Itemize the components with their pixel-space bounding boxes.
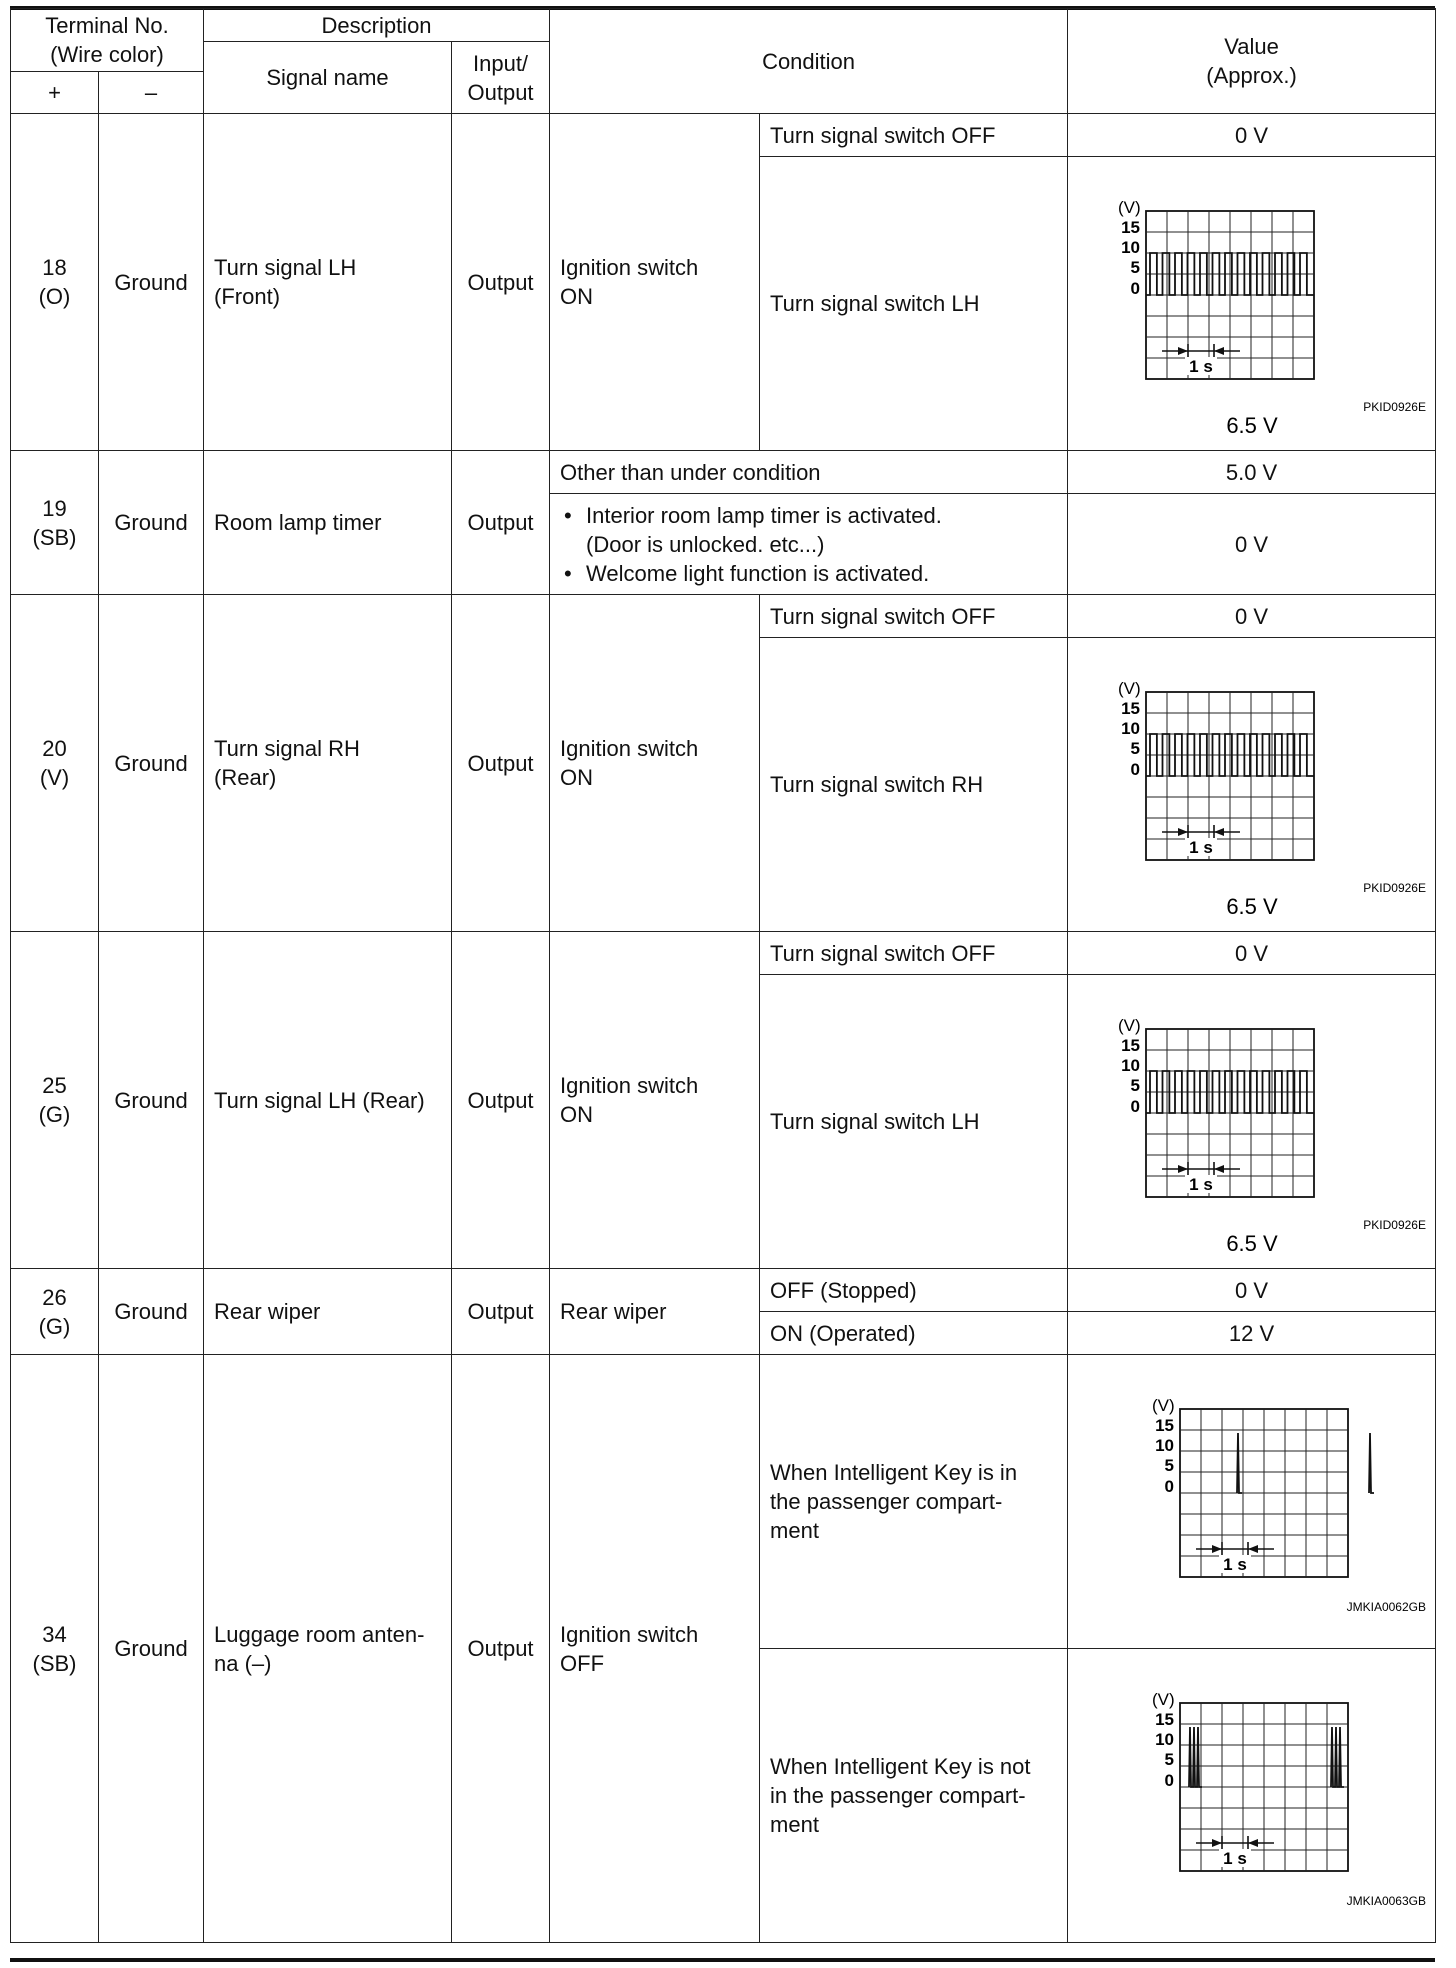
- y-tick-label: 15: [1121, 1035, 1141, 1055]
- terminal-number: 20: [42, 736, 67, 761]
- condition-text-cont: ON: [560, 765, 594, 790]
- bullet-text-cont: (Door is unlocked. etc...): [586, 531, 825, 557]
- y-tick-label: 10: [1121, 718, 1141, 738]
- y-tick-label: 5: [1164, 1455, 1175, 1475]
- terminal-number: 25: [42, 1073, 67, 1098]
- io-cell: Output: [452, 1355, 550, 1943]
- condition-text: Ignition switch: [560, 736, 699, 761]
- time-scale-label: 1 s: [1223, 1848, 1247, 1868]
- y-tick-label: 15: [1155, 1709, 1175, 1729]
- sub-condition-cell: ON (Operated): [760, 1312, 1068, 1355]
- figure-code-label: PKID0926E: [1363, 880, 1427, 895]
- y-tick-label: 15: [1121, 217, 1141, 237]
- ground-cell: Ground: [99, 932, 204, 1269]
- signal-cell: [204, 595, 452, 932]
- terminal-cell: [11, 1355, 99, 1943]
- terminal-number: 18: [42, 255, 67, 280]
- time-scale-label: 1 s: [1189, 837, 1213, 857]
- minus-header: –: [99, 72, 204, 114]
- condition-text: Ignition switch: [560, 1073, 699, 1098]
- bottom-rule: [10, 1958, 1435, 1962]
- y-tick-label: 5: [1130, 738, 1141, 758]
- value-cell: 0 V: [1068, 494, 1436, 595]
- sub-condition-cell: Turn signal switch RH: [760, 638, 1068, 932]
- value-cell: 0 V: [1068, 114, 1436, 157]
- oscilloscope-grid: [1180, 1409, 1348, 1577]
- sub-condition-cell: [760, 1355, 1068, 1649]
- value-cell-scope: [1068, 975, 1436, 1269]
- terminal-no-label: Terminal No.: [45, 13, 169, 38]
- sub-condition-cell: Turn signal switch OFF: [760, 595, 1068, 638]
- io-header: [452, 42, 550, 114]
- y-unit-label: (V): [1118, 678, 1141, 698]
- figure-code-label: PKID0926E: [1363, 1217, 1427, 1232]
- wire-color: (SB): [32, 1650, 77, 1676]
- time-scale-label: 1 s: [1189, 1174, 1213, 1194]
- wire-color: (G): [38, 1313, 71, 1339]
- value-cell: 0 V: [1068, 1269, 1436, 1312]
- y-tick-label: 5: [1164, 1749, 1175, 1769]
- wire-color: (SB): [32, 524, 77, 550]
- signal-cell: [204, 114, 452, 451]
- ground-cell: Ground: [99, 1355, 204, 1943]
- y-tick-label: 5: [1130, 257, 1141, 277]
- approx-label: (Approx.): [1206, 63, 1297, 88]
- io-cell: Output: [452, 114, 550, 451]
- condition-text-cont: OFF: [560, 1650, 605, 1676]
- condition-cell: [550, 114, 760, 451]
- condition-cell: [550, 1355, 760, 1943]
- y-tick-label: 0: [1130, 1096, 1141, 1116]
- signal-name-cont: (Front): [214, 284, 281, 309]
- value-cell: 0 V: [1068, 595, 1436, 638]
- oscilloscope-waveform: [1068, 640, 1436, 930]
- terminal-cell: [11, 451, 99, 595]
- io-cell: Output: [452, 451, 550, 595]
- y-tick-label: 0: [1130, 278, 1141, 298]
- sub-condition-text: When Intelligent Key is not: [770, 1754, 1031, 1779]
- signal-name: Rear wiper: [204, 1269, 452, 1355]
- oscilloscope-waveform: [1068, 977, 1436, 1267]
- wire-color: (G): [38, 1102, 71, 1127]
- table-row: [11, 1269, 1436, 1312]
- signal-name-cont: na (–): [214, 1650, 272, 1676]
- figure-code-label: JMKIA0062GB: [1346, 1599, 1427, 1614]
- value-cell: 5.0 V: [1068, 451, 1436, 494]
- condition-bullet-list: [560, 501, 1057, 588]
- value-label: Value: [1224, 34, 1279, 59]
- y-tick-label: 15: [1155, 1415, 1175, 1435]
- time-scale-label: 1 s: [1189, 356, 1213, 376]
- oscilloscope-grid: [1180, 1703, 1348, 1871]
- signal-cell: [204, 1355, 452, 1943]
- time-scale-label: 1 s: [1223, 1554, 1247, 1574]
- signal-name: Luggage room anten-: [214, 1621, 425, 1647]
- ground-cell: Ground: [99, 1269, 204, 1355]
- io-cell: Output: [452, 595, 550, 932]
- terminal-number: 26: [42, 1284, 67, 1310]
- wire-color: (V): [39, 765, 70, 790]
- y-tick-label: 10: [1121, 237, 1141, 257]
- y-tick-label: 0: [1164, 1476, 1175, 1496]
- condition-bullet: [560, 501, 1057, 559]
- y-unit-label: (V): [1152, 1395, 1175, 1415]
- ground-cell: Ground: [99, 595, 204, 932]
- figure-code-label: JMKIA0063GB: [1346, 1893, 1427, 1908]
- table-row: [11, 932, 1436, 975]
- terminal-cell: [11, 595, 99, 932]
- terminal-header: [11, 9, 204, 72]
- value-cell-scope: [1068, 157, 1436, 451]
- io-label-1: Input/: [473, 50, 529, 76]
- value-cell-scope: [1068, 638, 1436, 932]
- y-tick-label: 0: [1164, 1770, 1175, 1790]
- sub-condition-cell: Turn signal switch OFF: [760, 114, 1068, 157]
- signal-name: Turn signal LH: [214, 255, 357, 280]
- ground-cell: Ground: [99, 451, 204, 595]
- signal-name-cont: (Rear): [214, 765, 277, 790]
- bullet-text: • Interior room lamp timer is activated.: [586, 502, 942, 528]
- y-unit-label: (V): [1152, 1689, 1175, 1709]
- y-unit-label: (V): [1118, 197, 1141, 217]
- io-label-2: Output: [467, 79, 534, 105]
- sub-condition-cell: [550, 494, 1068, 595]
- wire-color-label: (Wire color): [50, 42, 164, 67]
- y-tick-label: 5: [1130, 1075, 1141, 1095]
- value-text: 6.5 V: [1226, 412, 1278, 438]
- table-row: [11, 114, 1436, 157]
- condition-text: Ignition switch: [560, 1621, 699, 1647]
- value-text: 6.5 V: [1226, 1230, 1278, 1256]
- value-text: 6.5 V: [1226, 893, 1278, 919]
- table-row: [11, 1355, 1436, 1649]
- terminal-cell: [11, 1269, 99, 1355]
- sub-condition-text: the passenger compart-: [770, 1489, 1003, 1514]
- y-tick-label: 10: [1155, 1435, 1175, 1455]
- oscilloscope-waveform: [1068, 1357, 1436, 1647]
- signal-name: Turn signal RH: [214, 736, 360, 761]
- terminal-number: 34: [42, 1621, 67, 1647]
- terminal-number: 19: [42, 495, 67, 521]
- terminal-table: [10, 8, 1436, 1943]
- y-tick-label: 15: [1121, 698, 1141, 718]
- table-row: [11, 451, 1436, 494]
- sub-condition-cell: [760, 1649, 1068, 1943]
- wire-color: (O): [38, 284, 71, 309]
- value-header: [1068, 9, 1436, 114]
- condition-text-cont: ON: [560, 284, 594, 309]
- sub-condition-text: ment: [770, 1812, 819, 1837]
- sub-condition-cell: Other than under condition: [550, 451, 1068, 494]
- oscilloscope-waveform: [1068, 159, 1436, 449]
- y-tick-label: 10: [1155, 1729, 1175, 1749]
- value-cell-scope: [1068, 1649, 1436, 1943]
- value-cell-scope: [1068, 1355, 1436, 1649]
- io-cell: Output: [452, 1269, 550, 1355]
- table-row: [11, 595, 1436, 638]
- sub-condition-text: in the passenger compart-: [770, 1783, 1026, 1808]
- condition-header: Condition: [550, 9, 1068, 114]
- terminal-cell: [11, 114, 99, 451]
- plus-header: +: [11, 72, 99, 114]
- signal-name: Turn signal LH (Rear): [204, 932, 452, 1269]
- sub-condition-cell: Turn signal switch LH: [760, 157, 1068, 451]
- sub-condition-text: When Intelligent Key is in: [770, 1460, 1018, 1485]
- condition-text: Ignition switch: [560, 255, 699, 280]
- signal-name: Room lamp timer: [204, 451, 452, 595]
- signal-spike: [1369, 1433, 1374, 1493]
- sub-condition-cell: Turn signal switch LH: [760, 975, 1068, 1269]
- terminal-cell: [11, 932, 99, 1269]
- value-cell: 12 V: [1068, 1312, 1436, 1355]
- ground-cell: Ground: [99, 114, 204, 451]
- sub-condition-cell: Turn signal switch OFF: [760, 932, 1068, 975]
- figure-code-label: PKID0926E: [1363, 399, 1427, 414]
- condition-cell: [550, 595, 760, 932]
- signal-name-header: Signal name: [204, 42, 452, 114]
- condition-text-cont: ON: [560, 1102, 594, 1127]
- description-header: Description: [204, 9, 550, 42]
- io-cell: Output: [452, 932, 550, 1269]
- oscilloscope-waveform: [1068, 1651, 1436, 1941]
- y-unit-label: (V): [1118, 1015, 1141, 1035]
- y-tick-label: 10: [1121, 1055, 1141, 1075]
- condition-bullet: • Welcome light function is activated.: [560, 559, 1057, 588]
- sub-condition-text: ment: [770, 1518, 819, 1543]
- condition-cell: [550, 932, 760, 1269]
- sub-condition-cell: OFF (Stopped): [760, 1269, 1068, 1312]
- value-cell: 0 V: [1068, 932, 1436, 975]
- y-tick-label: 0: [1130, 759, 1141, 779]
- condition-cell: Rear wiper: [550, 1269, 760, 1355]
